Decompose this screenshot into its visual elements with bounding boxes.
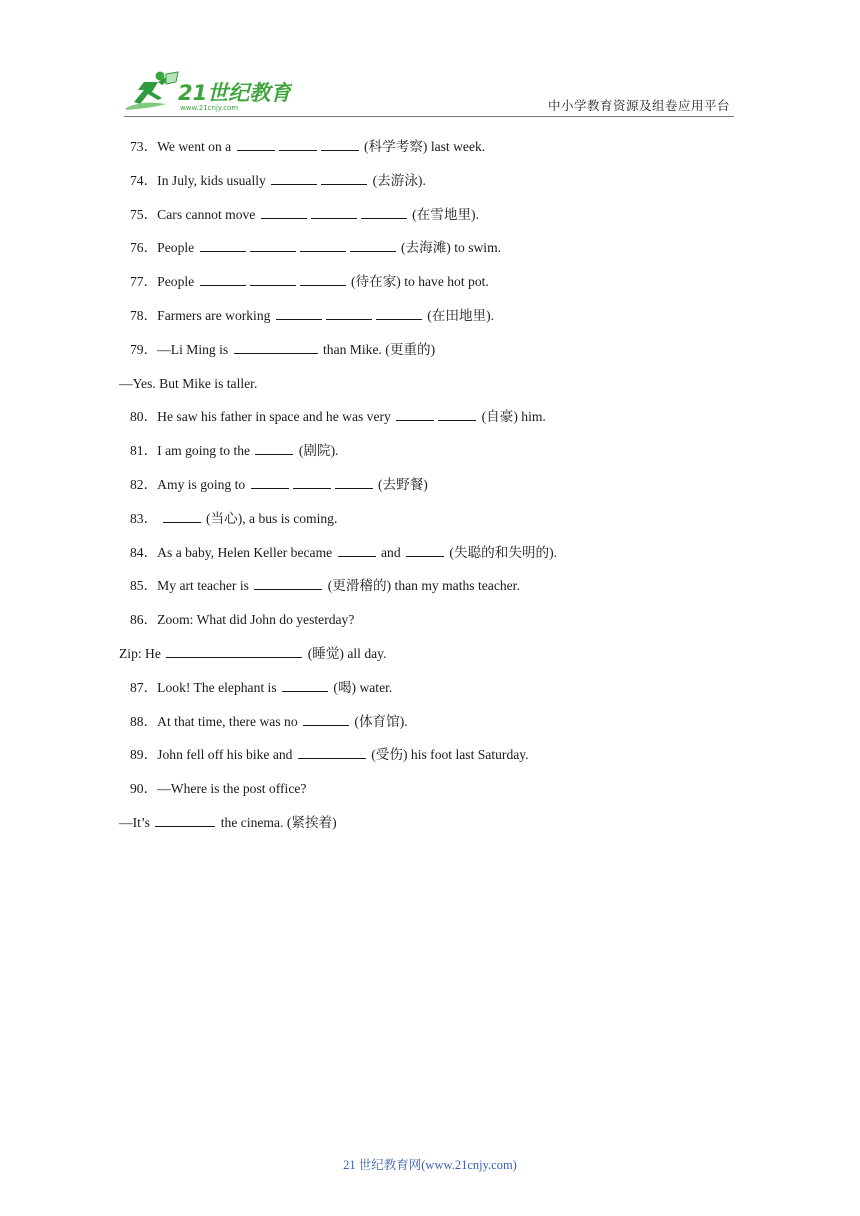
exercise-line [130, 272, 740, 306]
exercise-text: 84．As a baby, Helen Keller became [130, 544, 336, 560]
answer-blank[interactable] [303, 712, 349, 726]
exercise-text: (在田地里). [423, 307, 495, 323]
answer-blank[interactable] [200, 238, 246, 252]
exercise-text: (当心), a bus is coming. [202, 510, 338, 526]
exercise-text: 78．Farmers are working [130, 307, 274, 323]
exercise-line [119, 644, 740, 678]
answer-blank[interactable] [335, 475, 373, 489]
exercise-text: 77．People [130, 274, 198, 290]
exercise-text: (失聪的和失明的). [446, 544, 558, 560]
exercise-line [130, 407, 740, 441]
answer-blank[interactable] [251, 475, 289, 489]
exercise-text: 74．In July, kids usually [130, 172, 270, 188]
answer-blank[interactable] [155, 813, 215, 827]
exercise-line [130, 205, 740, 239]
logo-url: www.21cnjy.com [180, 104, 239, 112]
answer-blank[interactable] [293, 475, 331, 489]
exercise-text: 89．John fell off his bike and [130, 747, 296, 763]
answer-blank[interactable] [279, 137, 317, 151]
answer-blank[interactable] [254, 576, 322, 590]
answer-blank[interactable] [406, 543, 444, 557]
exercise-text: and [377, 544, 405, 560]
exercise-line [130, 576, 740, 610]
exercise-text: 88．At that time, there was no [130, 713, 302, 729]
exercise-text: (自豪) him. [478, 409, 546, 425]
exercise-line [130, 441, 740, 475]
answer-blank[interactable] [298, 745, 366, 759]
exercise-text: 82．Amy is going to [130, 476, 249, 492]
runner-logo-icon [122, 70, 292, 114]
exercise-text: (受伤) his foot last Saturday. [367, 747, 529, 763]
answer-blank[interactable] [237, 137, 275, 151]
exercise-text: (去海滩) to swim. [397, 240, 502, 256]
exercise-text: 86．Zoom: What did John do yesterday? [130, 612, 355, 628]
answer-blank[interactable] [271, 171, 317, 185]
exercise-text: (体育馆). [351, 713, 408, 729]
exercise-line [130, 610, 740, 644]
exercise-line [130, 745, 740, 779]
exercise-text: (在雪地里). [408, 206, 479, 222]
answer-blank[interactable] [166, 644, 302, 658]
answer-blank[interactable] [338, 543, 376, 557]
answer-blank[interactable] [276, 306, 322, 320]
exercise-text: (科学考察) last week. [360, 139, 486, 154]
page-header [0, 0, 860, 125]
exercise-list [119, 137, 740, 847]
exercise-line [119, 813, 740, 847]
answer-blank[interactable] [250, 272, 296, 286]
exercise-line [130, 475, 740, 509]
exercise-text: (喝) water. [330, 679, 393, 695]
exercise-line [130, 137, 740, 171]
page-footer[interactable]: 21 世纪教育网(www.21cnjy.com) [343, 1158, 517, 1172]
answer-blank[interactable] [396, 407, 434, 421]
exercise-text: —Yes. But Mike is taller. [119, 375, 258, 391]
answer-blank[interactable] [234, 340, 318, 354]
exercise-text: 90．—Where is the post office? [130, 781, 307, 797]
platform-tagline: 中小学教育资源及组卷应用平台 [547, 98, 730, 113]
answer-blank[interactable] [255, 441, 293, 455]
answer-blank[interactable] [321, 171, 367, 185]
exercise-line [119, 374, 740, 408]
exercise-line [130, 340, 740, 374]
exercise-line [130, 238, 740, 272]
answer-blank[interactable] [300, 238, 346, 252]
exercise-text: 81．I am going to the [130, 443, 254, 459]
answer-blank[interactable] [300, 272, 346, 286]
exercise-text: 80．He saw his father in space and he was very [130, 409, 395, 425]
answer-blank[interactable] [163, 509, 201, 523]
answer-blank[interactable] [200, 272, 246, 286]
exercise-line [130, 712, 740, 746]
answer-blank[interactable] [261, 205, 307, 219]
exercise-line [130, 678, 740, 712]
exercise-text: 79．—Li Ming is [130, 341, 232, 357]
exercise-text: (剧院). [295, 443, 339, 459]
exercise-text: (去野餐) [374, 476, 428, 492]
logo-text: 21世纪教育 [178, 81, 292, 105]
exercise-text: 73．We went on a [130, 139, 235, 154]
exercise-line [130, 509, 740, 543]
exercise-text: than Mike. (更重的) [319, 341, 436, 357]
site-logo[interactable] [122, 70, 292, 114]
answer-blank[interactable] [282, 678, 328, 692]
exercise-text: 87．Look! The elephant is [130, 679, 281, 695]
answer-blank[interactable] [250, 238, 296, 252]
exercise-line [130, 171, 740, 205]
exercise-line [130, 306, 740, 340]
exercise-text: 76．People [130, 240, 198, 256]
exercise-line [130, 543, 740, 577]
exercise-text: 75．Cars cannot move [130, 206, 259, 222]
exercise-text: the cinema. (紧挨着) [217, 814, 337, 830]
exercise-text: 85．My art teacher is [130, 578, 253, 594]
exercise-text: (待在家) to have hot pot. [347, 274, 489, 290]
exercise-text: Zip: He [119, 645, 165, 661]
exercise-text: (更滑稽的) than my maths teacher. [324, 578, 520, 594]
exercise-text: 83． [130, 510, 161, 526]
header-divider [124, 116, 734, 117]
answer-blank[interactable] [376, 306, 422, 320]
answer-blank[interactable] [326, 306, 372, 320]
exercise-text: (睡觉) all day. [304, 645, 387, 661]
answer-blank[interactable] [311, 205, 357, 219]
exercise-line [130, 779, 740, 813]
answer-blank[interactable] [350, 238, 396, 252]
answer-blank[interactable] [321, 137, 359, 151]
exercise-text: —It’s [119, 814, 154, 830]
answer-blank[interactable] [361, 205, 407, 219]
answer-blank[interactable] [438, 407, 476, 421]
exercise-text: (去游泳). [369, 172, 426, 188]
